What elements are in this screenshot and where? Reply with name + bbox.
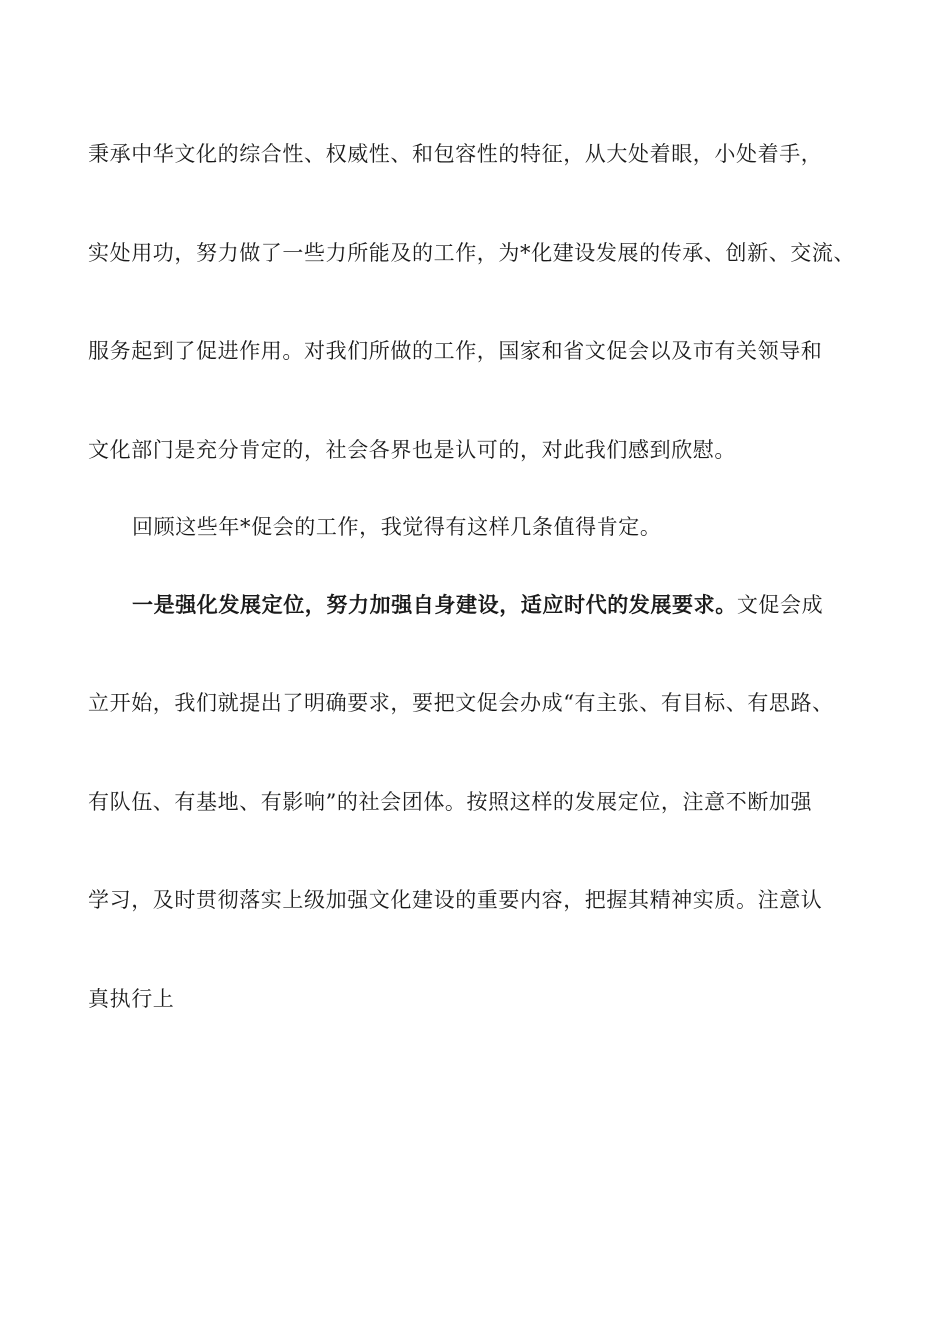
point-one-line xyxy=(132,591,823,619)
paragraph-line: 有队伍、有基地、有影响”的社会团体。按照这样的发展定位，注意不断加强 xyxy=(88,790,813,814)
paragraph-line: 实处用功，努力做了一些力所能及的工作，为*化建设发展的传承、创新、交流、 xyxy=(88,241,856,265)
point-one-heading: 一是强化发展定位，努力加强自身建设，适应时代的发展要求。 xyxy=(132,592,737,617)
point-one-lead: 文促会成 xyxy=(736,593,824,617)
paragraph-line: 秉承中华文化的综合性、权威性、和包容性的特征，从大处着眼，小处着手， xyxy=(88,142,823,166)
paragraph-line: 服务起到了促进作用。对我们所做的工作，国家和省文促会以及市有关领导和 xyxy=(88,339,823,363)
paragraph-line: 学习，及时贯彻落实上级加强文化建设的重要内容，把握其精神实质。注意认 xyxy=(88,888,823,912)
review-intro-line: 回顾这些年*促会的工作，我觉得有这样几条值得肯定。 xyxy=(132,515,662,539)
paragraph-line: 真执行上 xyxy=(88,987,175,1011)
paragraph-line: 文化部门是充分肯定的，社会各界也是认可的，对此我们感到欣慰。 xyxy=(88,438,736,462)
paragraph-line: 立开始，我们就提出了明确要求，要把文促会办成“有主张、有目标、有思路、 xyxy=(88,691,834,715)
